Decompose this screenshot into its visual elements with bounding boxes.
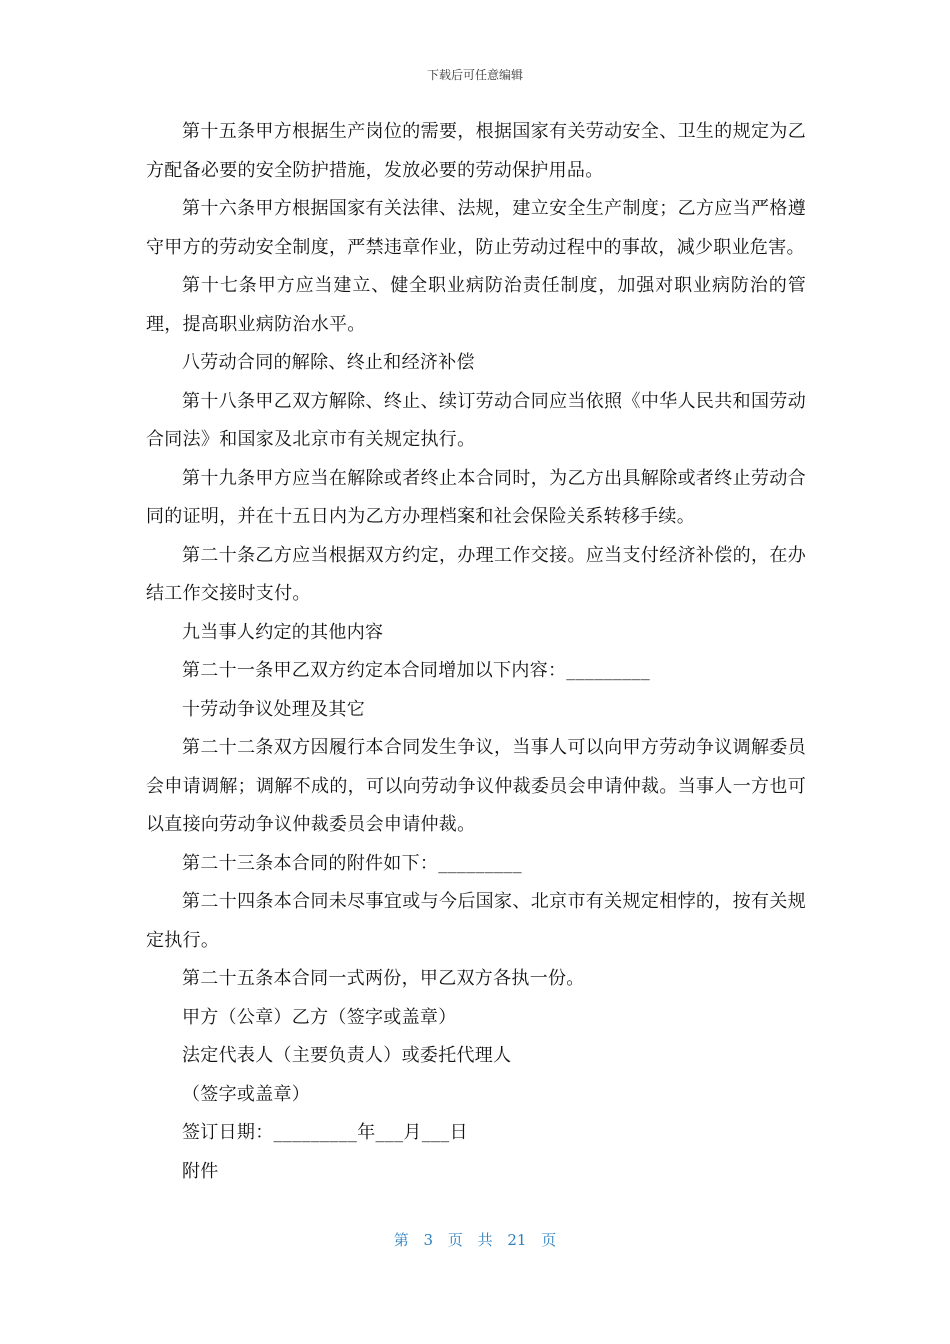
section-heading-8: 八劳动合同的解除、终止和经济补偿 — [182, 352, 475, 373]
signature-note: （签字或盖章） — [182, 1083, 311, 1105]
section-heading-10: 十劳动争议处理及其它 — [182, 698, 365, 720]
clause-23: 第二十三条本合同的附件如下：_________ — [182, 852, 522, 874]
clause-17: 第十七条甲方应当建立、健全职业病防治责任制度，加强对职业病防治的管理，提高职业病防治水平。 — [146, 275, 806, 335]
section-heading-9: 九当事人约定的其他内容 — [182, 621, 384, 643]
clause-16: 第十六条甲方根据国家有关法律、法规，建立安全生产制度；乙方应当严格遵守甲方的劳动安全制度，严禁违章作业，防止劳动过程中的事故，减少职业危害。 — [146, 198, 806, 258]
clause-22: 第二十二条双方因履行本合同发生争议，当事人可以向甲方劳动争议调解委员会申请调解；调解不成的，可以向劳动争议仲裁委员会申请仲裁。当事人一方也可以直接向劳动争议仲裁委员会申请仲裁。 — [146, 737, 806, 835]
clause-19: 第十九条甲方应当在解除或者终止本合同时，为乙方出具解除或者终止劳动合同的证明，并在十五日内为乙方办理档案和社会保险关系转移手续。 — [146, 467, 806, 527]
document-body — [146, 113, 806, 1191]
clause-21: 第二十一条甲乙双方约定本合同增加以下内容：_________ — [182, 660, 650, 681]
signing-date: 签订日期：_________年___月___日 — [182, 1122, 468, 1143]
clause-20: 第二十条乙方应当根据双方约定，办理工作交接。应当支付经济补偿的，在办结工作交接时支付。 — [146, 544, 806, 604]
clause-24: 第二十四条本合同未尽事宜或与今后国家、北京市有关规定相悖的，按有关规定执行。 — [146, 891, 806, 951]
clause-25: 第二十五条本合同一式两份，甲乙双方各执一份。 — [182, 968, 585, 989]
page-header: 下载后可任意编辑 — [426, 68, 523, 82]
legal-representative: 法定代表人（主要负责人）或委托代理人 — [182, 1045, 512, 1066]
attachment-heading: 附件 — [182, 1160, 219, 1182]
signature-parties: 甲方（公章）乙方（签字或盖章） — [182, 1006, 457, 1028]
clause-15: 第十五条甲方根据生产岗位的需要，根据国家有关劳动安全、卫生的规定为乙方配备必要的安全防护措施，发放必要的劳动保护用品。 — [146, 121, 806, 181]
page-number: 第 3 页 共 21 页 — [393, 1231, 557, 1249]
clause-18: 第十八条甲乙双方解除、终止、续订劳动合同应当依照《中华人民共和国劳动合同法》和国家及北京市有关规定执行。 — [146, 390, 806, 450]
